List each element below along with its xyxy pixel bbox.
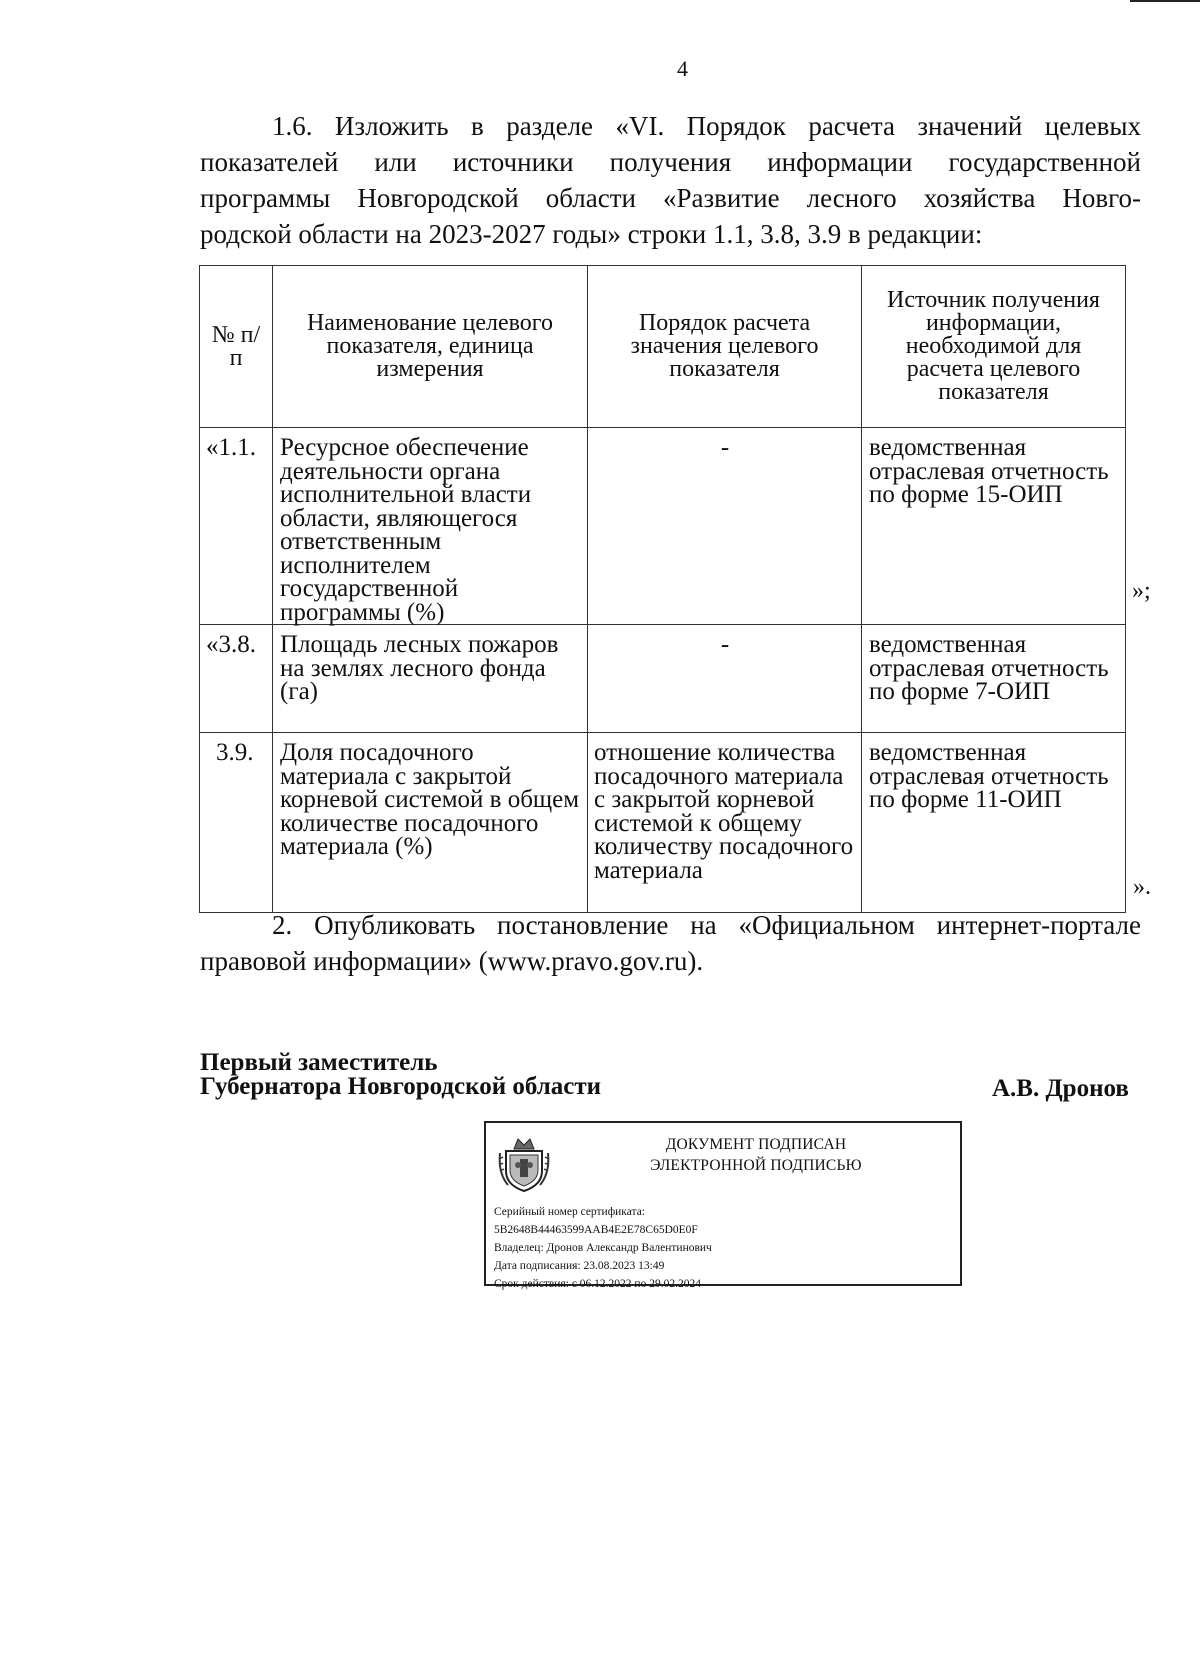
stamp-title-line: ДОКУМЕНТ ПОДПИСАН	[665, 1136, 847, 1153]
certificate-number: 5B2648B44463599AAB4E2E78C65D0E0F	[494, 1224, 698, 1236]
row-closing-quote: ».	[1133, 874, 1151, 900]
paragraph-line: 2. Опубликовать постановление на «Официальном интернет-портале	[272, 910, 1141, 940]
row-name: Площадь лесных пожаров на землях лесного фонда (га)	[273, 625, 588, 733]
paragraph-line: 1.6. Изложить в разделе «VI. Порядок расчета значений целевых	[272, 111, 1141, 141]
row-number: 3.9.	[200, 733, 273, 913]
e-signature-stamp	[484, 1121, 962, 1290]
paragraph-line: правовой информации» (www.pravo.gov.ru).	[200, 946, 704, 976]
table-row	[200, 428, 1126, 625]
header-calculation: Порядок расчета значения целевого показателя	[588, 266, 862, 428]
row-source: ведомственная отраслевая отчетность по форме 11-ОИП	[862, 733, 1126, 913]
header-number: № п/п	[200, 266, 273, 428]
certificate-label: Серийный номер сертификата:	[494, 1206, 645, 1218]
row-number: «3.8.	[200, 625, 273, 733]
row-closing-quote: »;	[1132, 578, 1151, 604]
signing-date: Дата подписания: 23.08.2023 13:49	[494, 1260, 665, 1272]
row-source: ведомственная отраслевая отчетность по форме 15-ОИП	[862, 428, 1126, 625]
stamp-title	[566, 1134, 946, 1176]
certificate-owner: Владелец: Дронов Александр Валентинович	[494, 1242, 712, 1254]
row-source: ведомственная отраслевая отчетность по форме 7-ОИП	[862, 625, 1126, 733]
header-source: Источник получения информации, необходимой для расчета целевого показателя	[862, 266, 1126, 428]
signer-position	[200, 1051, 601, 1099]
paragraph-line: программы Новгородской области «Развитие лесного хозяйства Новго-	[200, 183, 1141, 213]
signer-position-line: Губернатора Новгородской области	[200, 1073, 602, 1100]
row-name: Доля посадочного материала с закрытой корневой системой в общем количестве посадочного материала (%)	[273, 733, 588, 913]
certificate-validity: Срок действия: с 06.12.2022 по 29.02.2024	[494, 1278, 701, 1290]
row-number: «1.1.	[200, 428, 273, 625]
header-name: Наименование целевого показателя, единица измерения	[273, 266, 588, 428]
table-row	[200, 733, 1126, 913]
coat-of-arms-icon	[496, 1133, 552, 1193]
publication-paragraph	[200, 907, 1141, 979]
signer-position-line: Первый заместитель	[200, 1049, 438, 1076]
amendment-paragraph	[200, 108, 1141, 252]
stamp-details	[494, 1203, 712, 1293]
top-corner-rule	[1130, 0, 1200, 2]
table-header-row	[200, 266, 1126, 428]
row-calculation: отношение количества посадочного материала с закрытой корневой системой к общему количеству посадочного материала	[588, 733, 862, 913]
indicators-table	[199, 265, 1126, 913]
row-calculation: -	[588, 625, 862, 733]
row-calculation: -	[588, 428, 862, 625]
page-number: 4	[677, 56, 688, 81]
row-name: Ресурсное обеспечение деятельности органа исполнительной власти области, являющегося ответственным исполнителем государственной программы (%)	[273, 428, 588, 625]
table-row	[200, 625, 1126, 733]
paragraph-line: родской области на 2023-2027 годы» строки 1.1, 3.8, 3.9 в редакции:	[200, 219, 983, 249]
paragraph-line: показателей или источники получения информации государственной	[200, 147, 1141, 177]
signer-name: А.В. Дронов	[992, 1075, 1129, 1102]
stamp-title-line: ЭЛЕКТРОННОЙ ПОДПИСЬЮ	[650, 1157, 862, 1174]
